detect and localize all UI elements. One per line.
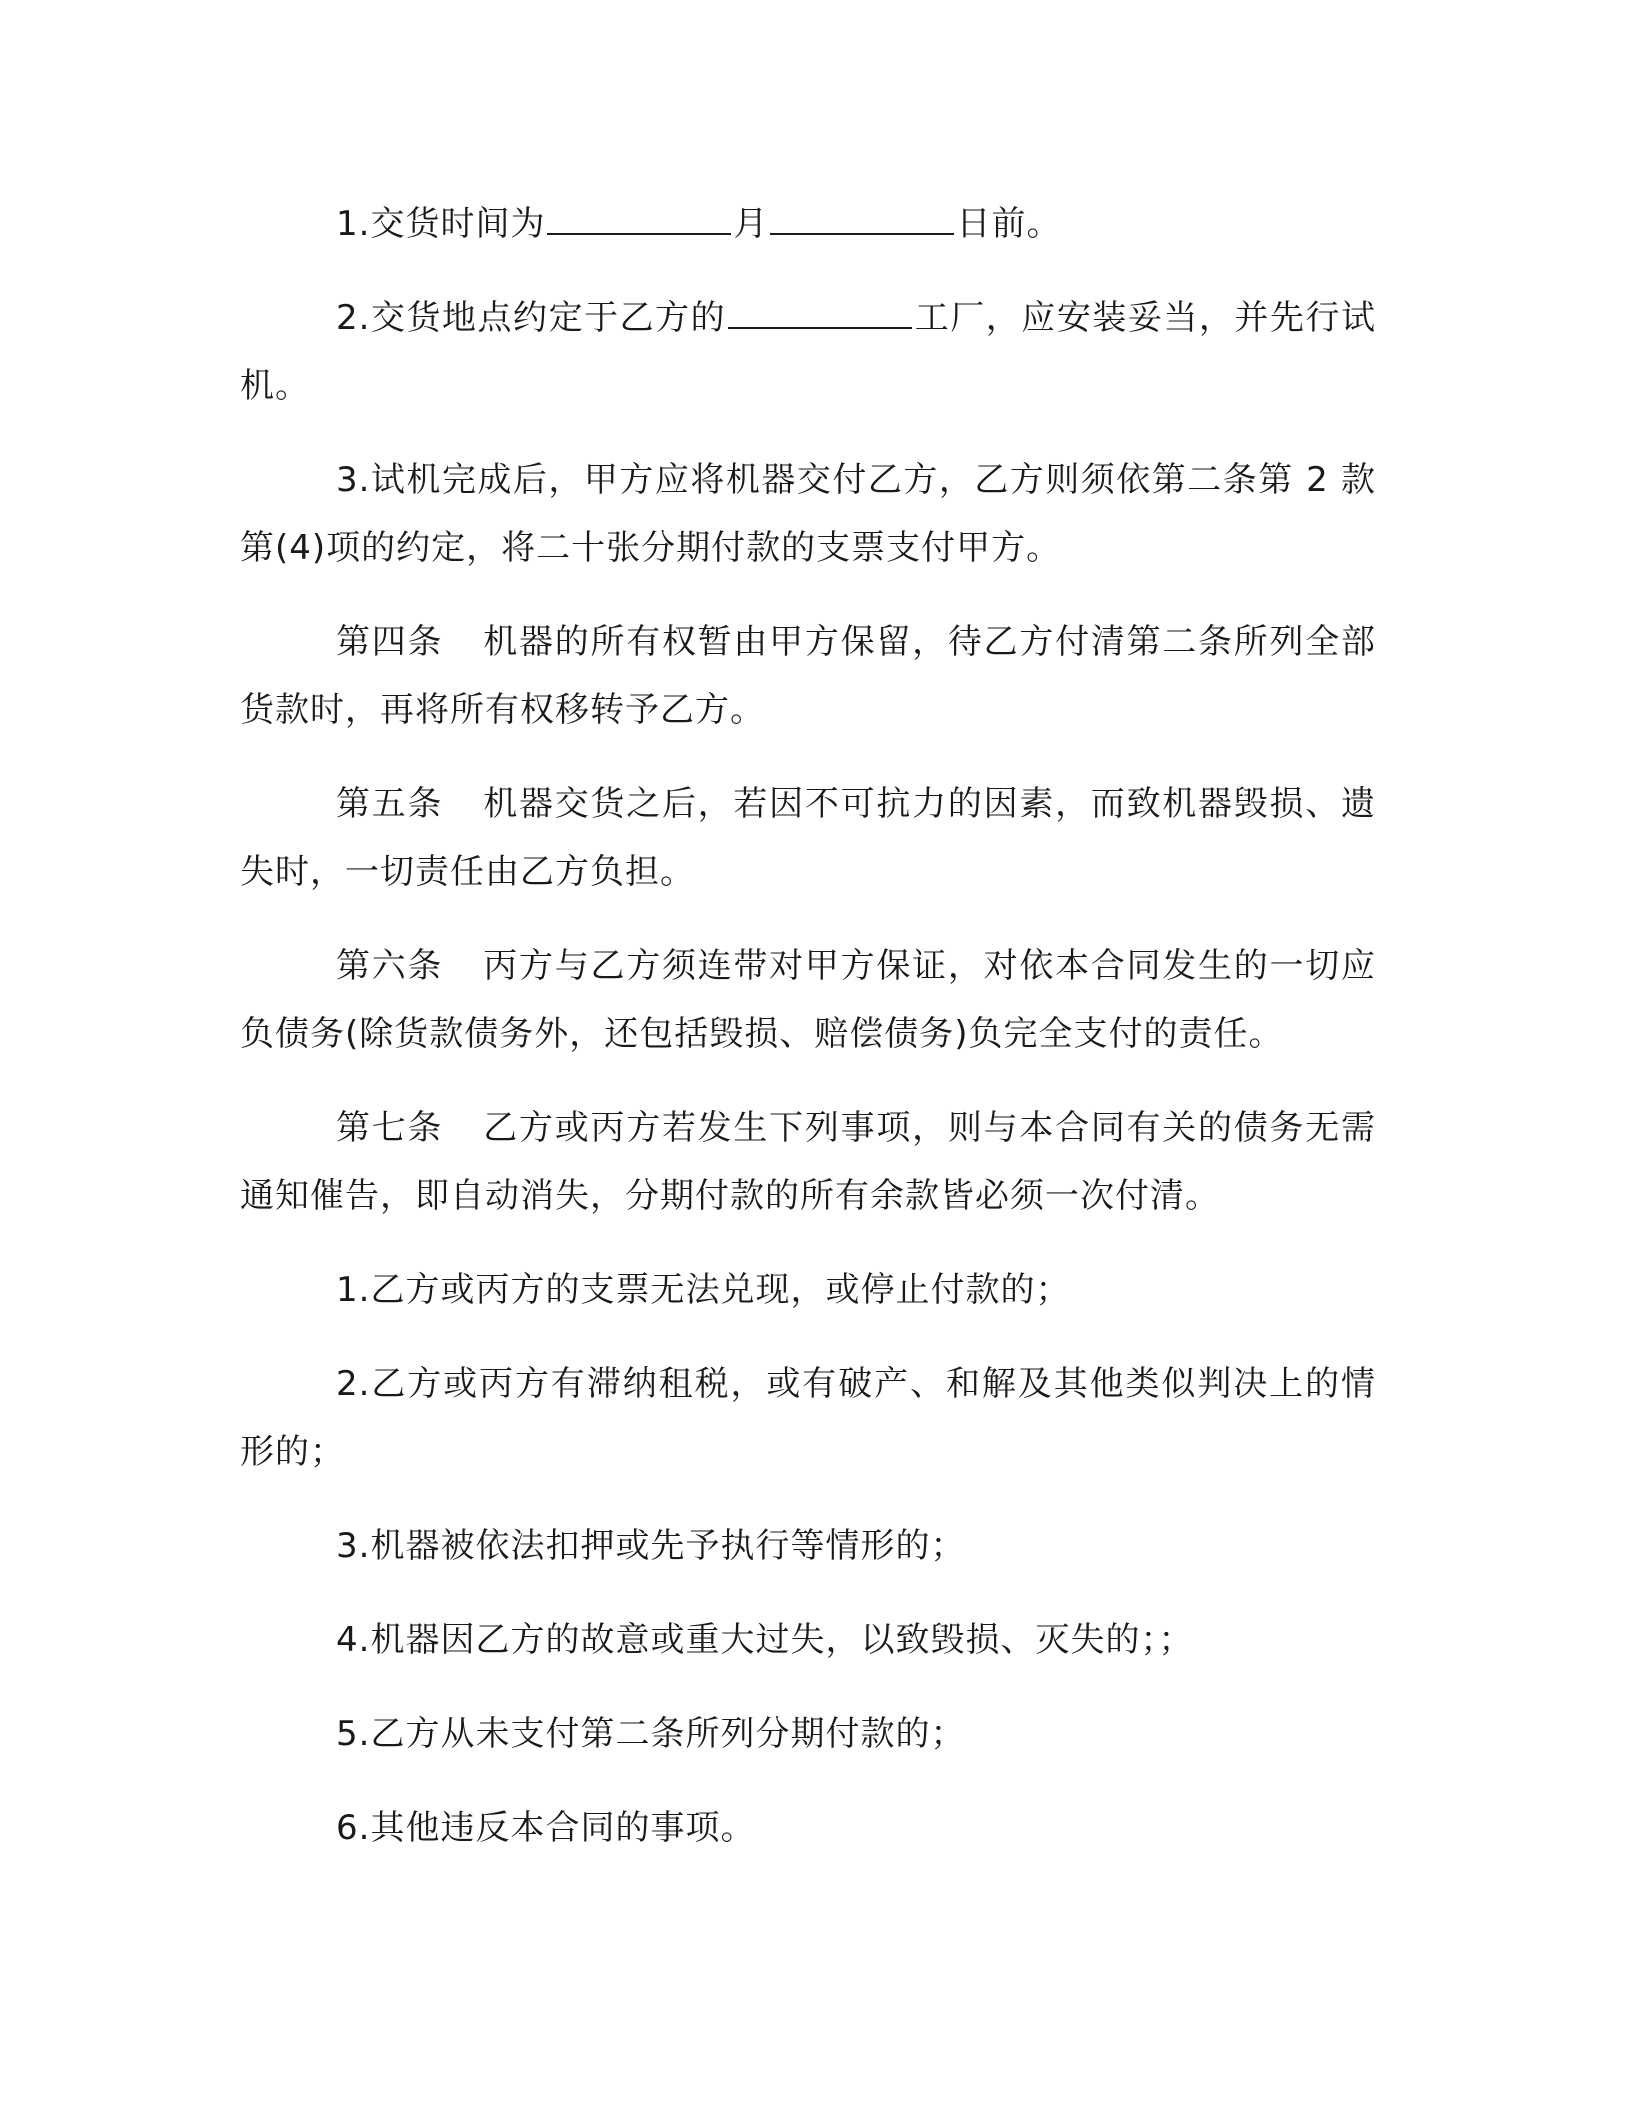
article-7-item-2: 2.乙方或丙方有滞纳租税，或有破产、和解及其他类似判决上的情形的； (240, 1364, 1376, 1472)
delivery-location-item (240, 284, 1376, 420)
delivery-time-item (240, 190, 1376, 258)
delivery-location-prefix: 2.交货地点约定于乙方的 (336, 298, 727, 338)
article-7 (240, 1094, 1376, 1230)
article-5-heading: 第五条 (336, 784, 444, 824)
article-7-item-3: 3.机器被依法扣押或先予执行等情形的； (336, 1526, 966, 1566)
day-blank (770, 232, 954, 235)
trial-run-item: 3.试机完成后，甲方应将机器交付乙方，乙方则须依第二条第 2 款第(4)项的约定，将二十张分期付款的支票支付甲方。 (240, 460, 1376, 568)
article-6-body: 丙方与乙方须连带对甲方保证，对依本合同发生的一切应负债务(除货款债务外，还包括毁损、赔偿债务)负完全支付的责任。 (240, 946, 1377, 1054)
article-5-body: 机器交货之后，若因不可抗力的因素，而致机器毁损、遗失时，一切责任由乙方负担。 (240, 784, 1377, 892)
contract-body (240, 190, 1376, 1888)
delivery-time-suffix: 日前。 (956, 204, 1062, 244)
article-4 (240, 608, 1376, 744)
delivery-time-middle: 月 (733, 204, 769, 244)
month-blank (547, 232, 731, 235)
article-7-heading: 第七条 (336, 1108, 444, 1148)
article-6 (240, 932, 1376, 1068)
article-4-body: 机器的所有权暂由甲方保留，待乙方付清第二条所列全部货款时，再将所有权移转予乙方。 (240, 622, 1377, 730)
article-7-item-6: 6.其他违反本合同的事项。 (336, 1808, 756, 1848)
article-7-item-5: 5.乙方从未支付第二条所列分期付款的； (336, 1714, 966, 1754)
article-7-body: 乙方或丙方若发生下列事项，则与本合同有关的债务无需通知催告，即自动消失，分期付款的所有余款皆必须一次付清。 (240, 1108, 1377, 1216)
article-7-item-4: 4.机器因乙方的故意或重大过失，以致毁损、灭失的；； (336, 1620, 1194, 1660)
delivery-time-prefix: 1.交货时间为 (336, 204, 546, 244)
article-5 (240, 770, 1376, 906)
factory-blank (728, 326, 912, 329)
article-6-heading: 第六条 (336, 946, 444, 986)
delivery-location-suffix: 工厂，应安装妥当，并先行试机。 (240, 298, 1376, 406)
article-7-item-1: 1.乙方或丙方的支票无法兑现，或停止付款的； (336, 1270, 1071, 1310)
article-4-heading: 第四条 (336, 622, 444, 662)
